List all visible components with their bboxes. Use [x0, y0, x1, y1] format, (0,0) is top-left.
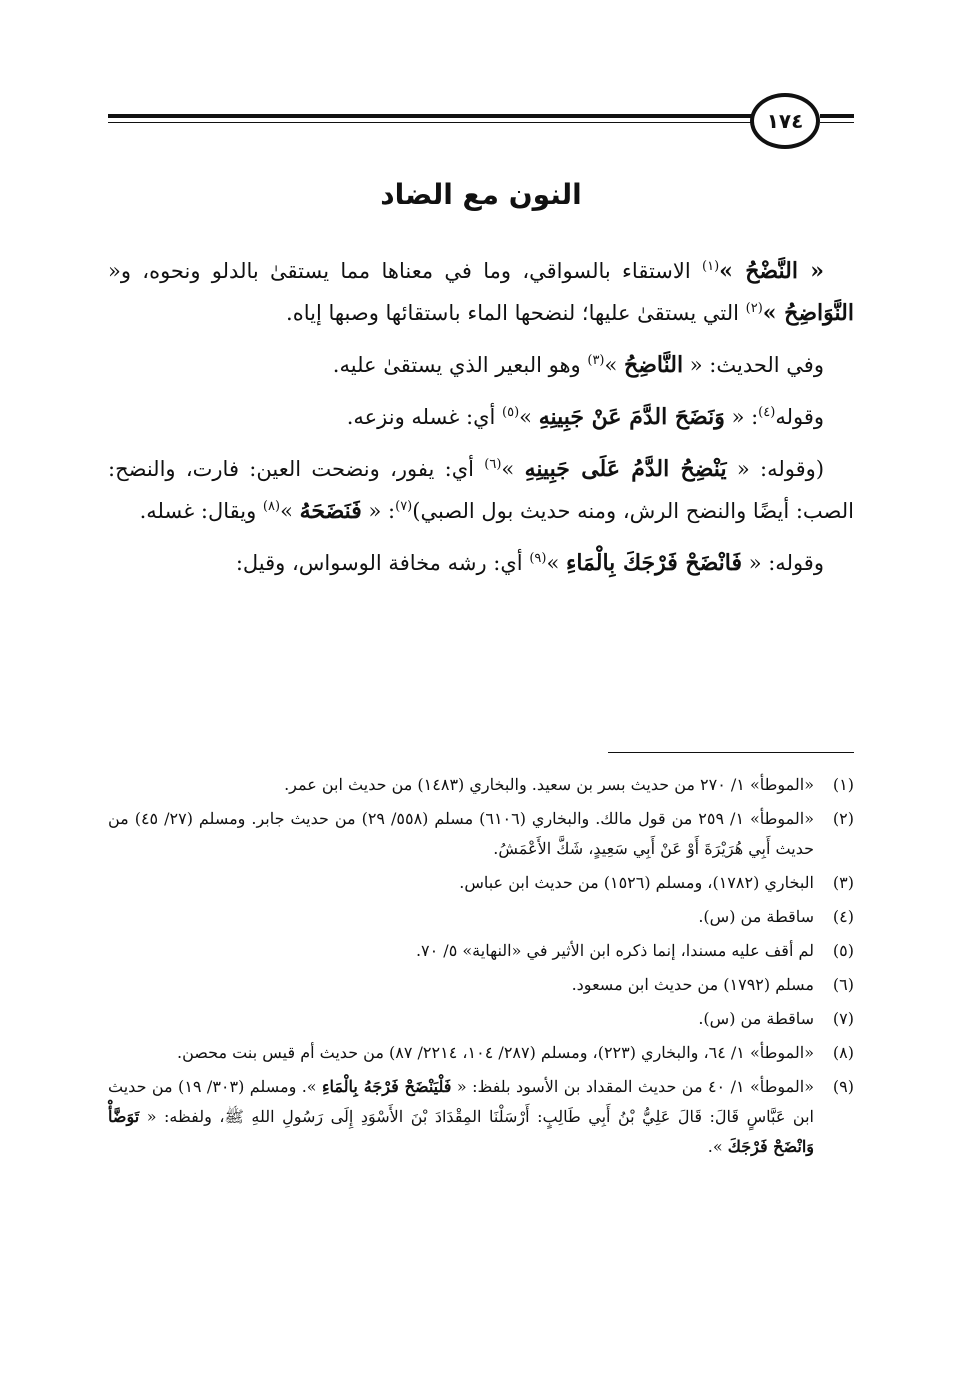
footnote-marker: (٦): [484, 457, 502, 472]
paragraph-text: ويقال: غسله.: [139, 499, 263, 523]
footnote-text: لم أقف عليه مسندا، إنما ذكره ابن الأثير في «النهاية» ٥/ ٧٠.: [415, 941, 814, 960]
footnote-text: «الموطأ» ١/ ٦٤، والبخاري (٢٢٣)، ومسلم (٢٨٧/ ١٠٤، ٢٢١٤/ ٨٧) من حديث أم قيس بنت محصن.: [177, 1043, 814, 1062]
footnote-marker: (٩): [529, 551, 547, 566]
footnote-marker: (٥): [502, 405, 520, 420]
hadith-quote: تَوَضَّأْ وَانْضَحْ فَرْجَكَ: [108, 1107, 814, 1156]
paragraph-text: وقوله: [775, 405, 824, 429]
footnote-number: (٧): [832, 1009, 854, 1028]
paragraph-text: »: [280, 499, 300, 523]
hadith-quote: فَلْيَنْضَحْ فَرْجَهُ بِالْمَاءِ: [322, 1077, 452, 1096]
headword: النَّوَاضِحُ »: [762, 300, 854, 326]
footnote-number: (٦): [832, 975, 854, 994]
paragraph-text: أي: رشه مخافة الوسواس، وقيل:: [235, 551, 530, 575]
footnote-number: (٢): [832, 809, 854, 828]
main-text: [108, 250, 854, 594]
paragraph-text: أي: غسله ونزعه.: [346, 405, 503, 429]
footnote-text: ساقطة من (س).: [698, 907, 814, 926]
footnote-marker: (٤): [758, 405, 776, 420]
footnote-marker: (٧): [395, 499, 413, 514]
paragraph: [108, 448, 854, 532]
paragraph-text: التي يستقىٰ عليها؛ لنضحها الماء باستقائها وصبها إياه.: [286, 301, 746, 325]
footnote: [108, 936, 854, 966]
footnote: [108, 902, 854, 932]
footnote-marker: (١): [702, 259, 720, 274]
footnote-separator: [608, 752, 854, 753]
paragraph-text: : «: [724, 405, 759, 429]
hadith-quote: النَّاضِحُ: [624, 352, 684, 378]
hadith-quote: يَنْضِحُ الدَّمُ عَلَى جَبِينِهِ: [524, 456, 727, 482]
headword: « النَّضْحُ »: [719, 258, 824, 284]
footnote-number: (٨): [832, 1043, 854, 1062]
paragraph-text: »: [501, 457, 525, 481]
footnote: [108, 1072, 854, 1162]
footnote-number: (٤): [832, 907, 854, 926]
footnote-marker: (٢): [745, 301, 763, 316]
page-header: [108, 92, 854, 154]
footnote-text: «الموطأ» ١/ ٢٧٠ من حديث بسر بن سعيد. والبخاري (١٤٨٣) من حديث ابن عمر.: [284, 775, 814, 794]
footnote: [108, 1004, 854, 1034]
header-rule: [108, 114, 758, 118]
hadith-quote: وَنَضَحَ الدَّمَ عَنْ جَبِينِهِ: [538, 404, 725, 430]
footnote-number: (١): [832, 775, 854, 794]
page-title: النون مع الضاد: [380, 178, 582, 211]
paragraph-text: »: [546, 551, 566, 575]
paragraph-text: أي: يفور، ونضحت العين: فارت، والنضح: الصب: أيضًا والنضح الرش، ومنه حديث بول الصبي): [108, 457, 854, 523]
paragraph-text: : «: [361, 499, 396, 523]
footnote-text: [108, 1072, 814, 1162]
footnote: [108, 868, 854, 898]
footnotes: [108, 770, 854, 1166]
paragraph: [108, 542, 854, 584]
footnote-text: البخاري (١٧٨٢)، ومسلم (١٥٢٦) من حديث ابن عباس.: [459, 873, 814, 892]
header-rule: [820, 114, 854, 118]
paragraph-text: »: [519, 405, 539, 429]
paragraph-text: وهو البعير الذي يستقىٰ عليه.: [332, 353, 588, 377]
hadith-quote: فَنَضَحَهُ: [299, 498, 362, 524]
footnote-number: (٥): [832, 941, 854, 960]
page-number: ١٧٤: [750, 93, 820, 149]
footnote-text: ساقطة من (س).: [698, 1009, 814, 1028]
footnote-marker: (٣): [587, 353, 605, 368]
paragraph: [108, 344, 854, 386]
footnote-text-part: ». ومسلم (٣٠٣/ ١٩) من حديث ابن عَبَّاسٍ قَالَ: قَالَ عَلِيُّ بْنُ أَبِي طَالِبٍ: أَرْسَلْنَا المِقْدَادَ بْنَ الأَسْوَدِ إِلَى رَسُولِ اللهِ ﷺ، ولفظه: «: [108, 1077, 814, 1126]
paragraph-text: وفي الحديث: «: [683, 353, 824, 377]
footnote-text-part: ».: [707, 1137, 728, 1156]
footnote-number: (٣): [832, 873, 854, 892]
footnote-marker: (٨): [262, 499, 281, 514]
paragraph: [108, 250, 854, 334]
footnote: [108, 970, 854, 1000]
footnote-number: (٩): [832, 1077, 854, 1096]
footnote: [108, 1038, 854, 1068]
paragraph-text: »: [604, 353, 625, 377]
paragraph-text: الاستقاء بالسواقي، وما في معناها مما يستقىٰ بالدلو ونحوه، و«: [108, 259, 703, 283]
footnote-text-part: «الموطأ» ١/ ٤٠ من حديث المقداد بن الأسود بلفظ: «: [451, 1077, 815, 1096]
footnote: [108, 770, 854, 800]
footnote-text: «الموطأ» ١/ ٢٥٩ من قول مالك. والبخاري (٦١٠٦) مسلم (٥٥٨/ ٢٩) من حديث جابر. ومسلم (٢٧/ ٤٥) من حديث أَبِي هُرَيْرَةَ أَوْ عَنْ أَبِي سَعِيدٍ، شَكَّ الأَعْمَشُ.: [108, 809, 815, 858]
paragraph: [108, 396, 854, 438]
header-rule: [820, 122, 854, 123]
paragraph-text: (وقوله: «: [726, 457, 825, 481]
footnote: [108, 804, 854, 864]
footnote-text: مسلم (١٧٩٢) من حديث ابن مسعود.: [571, 975, 814, 994]
hadith-quote: فَانْضَحْ فَرْجَكَ بِالْمَاءِ: [565, 550, 743, 576]
header-rule: [108, 122, 758, 123]
paragraph-text: وقوله: «: [742, 551, 824, 575]
